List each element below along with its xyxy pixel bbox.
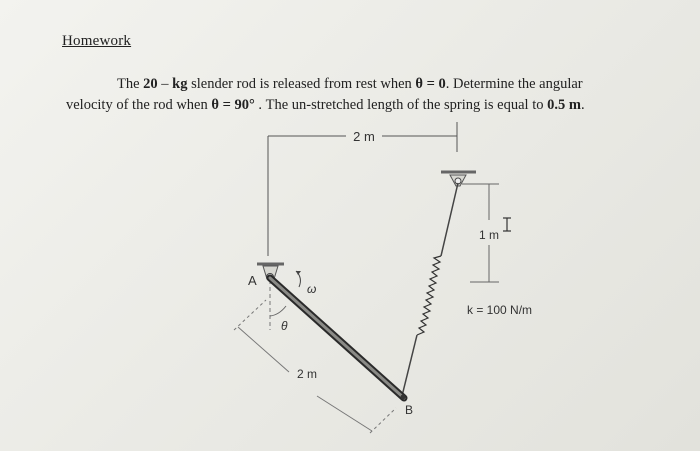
- final-angle: θ = 90°: [211, 97, 255, 113]
- problem-text: The: [117, 76, 144, 92]
- homework-title: Homework: [62, 33, 132, 49]
- unstretched-length: 0.5 m: [547, 97, 581, 113]
- top-span-label: 2 m: [353, 129, 375, 144]
- mass-value: 20: [143, 76, 158, 92]
- problem-text: . Determine the angular: [445, 76, 583, 92]
- omega-label: ω: [307, 282, 317, 296]
- mass-unit: kg: [172, 76, 188, 92]
- slender-rod-highlight: [270, 278, 404, 398]
- rod-length-label: 2 m: [296, 367, 318, 381]
- problem-text: –: [157, 76, 173, 92]
- spring-upper-rod: [441, 183, 458, 256]
- rod-dimension-line-upper: [238, 327, 289, 372]
- point-b-joint: [401, 395, 406, 400]
- theta-arc: [270, 306, 286, 316]
- point-a-label: A: [248, 273, 257, 288]
- spring-lower-rod: [402, 335, 417, 396]
- problem-text: . The un-stretched length of the spring is equal to: [254, 97, 548, 113]
- problem-text: .: [580, 97, 585, 113]
- problem-text: slender rod is released from rest when: [187, 76, 416, 92]
- rod-dimension-extension-a: [234, 300, 266, 330]
- rod-dimension-extension-b: [370, 408, 396, 433]
- theta-label: θ: [281, 319, 288, 333]
- rod-dimension-line-lower: [317, 396, 372, 431]
- text-cursor-icon: [503, 218, 511, 231]
- point-b-label: B: [405, 403, 414, 417]
- initial-angle: θ = 0: [415, 76, 446, 92]
- spring-coil: [417, 256, 441, 335]
- spring-constant-label: k = 100 N/m: [467, 303, 533, 317]
- vertical-span-label: 1 m: [478, 228, 500, 242]
- problem-text: velocity of the rod when: [66, 97, 212, 113]
